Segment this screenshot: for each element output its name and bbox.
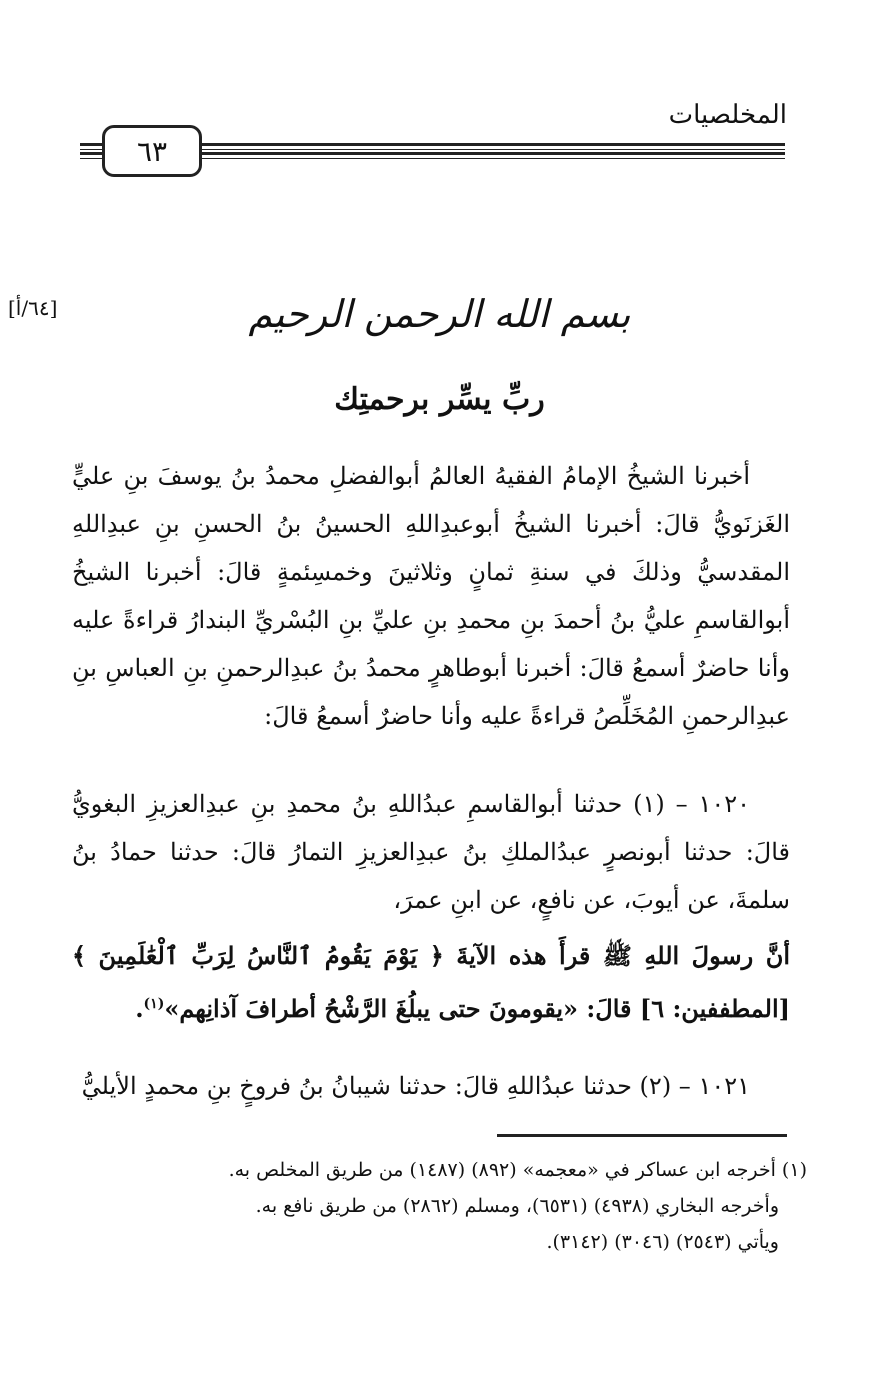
footnote-separator <box>497 1134 787 1137</box>
hadith-1021-paragraph <box>72 1062 790 1110</box>
basmala-calligraphy: بسم الله الرحمن الرحيم <box>248 292 631 336</box>
page-number: ٦٣ <box>102 125 202 177</box>
invocation-heading: ربِّ يسِّر برحمتِك <box>334 382 545 417</box>
footnotes <box>89 1152 807 1260</box>
hadith-1020-paragraph <box>72 780 790 924</box>
quran-reference: [المطففين: ٦] <box>639 994 790 1023</box>
hadith-end: قالَ: «يقومونَ حتى يبلُغَ الرَّشْحُ أطرافَ آذانِهم» <box>164 994 632 1023</box>
hadith-start: أنَّ رسولَ اللهِ ﷺ قرأَ هذه الآيةَ <box>456 941 791 970</box>
running-title: المخلصيات <box>668 100 787 130</box>
quran-verse: ﴿ يَوْمَ يَقُومُ ٱلنَّاسُ لِرَبِّ ٱلْعَٰلَمِينَ ﴾ <box>72 941 444 970</box>
footnote-line: (١) أخرجه ابن عساكر في «معجمه» (٨٩٢) (١٤٨٧) من طريق المخلص به. <box>228 1159 807 1181</box>
folio-reference: [٦٤/أ] <box>8 296 58 320</box>
hadith-1020-text: ١٠٢٠ – (١) حدثنا أبوالقاسمِ عبدُاللهِ بنُ محمدِ بنِ عبدِالعزيزِ البغويُّ قالَ: حدثنا أبونصرٍ عبدُالملكِ بنُ عبدِالعزيزِ التمارُ قالَ: حدثنا حمادُ بنُ سلمةَ، عن أيوبَ، عن نافعٍ، عن ابنِ عمرَ، <box>72 790 790 914</box>
hadith-1021-text: ١٠٢١ – (٢) حدثنا عبدُاللهِ قالَ: حدثنا شيبانُ بنُ فروخٍ بنِ محمدٍ الأيليُّ <box>81 1072 750 1100</box>
footnote-line: ويأتي (٢٥٤٣) (٣٠٤٦) (٣١٤٢). <box>546 1231 779 1253</box>
footnote-marker: (١) <box>143 996 165 1012</box>
hadith-text-paragraph: أنَّ رسولَ اللهِ ﷺ قرأَ هذه الآيةَ ﴿ يَوْمَ يَقُومُ ٱلنَّاسُ لِرَبِّ ٱلْعَٰلَمِينَ ﴾ [المطففين: ٦] قالَ: «يقومونَ حتى يبلُغَ الرَّشْحُ أطرافَ آذانِهم»$^{(١)}$. <box>72 941 791 1023</box>
footnote-line: وأخرجه البخاري (٤٩٣٨) (٦٥٣١)، ومسلم (٢٨٦٢) من طريق نافع به. <box>255 1195 779 1217</box>
intro-paragraph <box>72 452 790 740</box>
intro-text: أخبرنا الشيخُ الإمامُ الفقيهُ العالمُ أبوالفضلِ محمدُ بنُ يوسفَ بنِ عليٍّ الغَزنَويُّ قالَ: أخبرنا الشيخُ أبوعبدِاللهِ الحسينُ بنُ الحسنِ بنِ عبدِاللهِ المقدسيُّ وذلكَ في سنةِ ثمانٍ وثلاثينَ وخمسِئمةٍ قالَ: أخبرنا الشيخُ أبوالقاسمِ عليُّ بنُ أحمدَ بنِ محمدِ بنِ عليِّ بنِ البُسْريِّ البندارُ قراءةً عليه وأنا حاضرٌ أسمعُ قالَ: أخبرنا أبوطاهرٍ محمدُ بنُ عبدِالرحمنِ بنِ العباسِ بنِ عبدِالرحمنِ المُخَلِّصُ قراءةً عليه وأنا حاضرٌ أسمعُ قالَ: <box>72 462 790 730</box>
